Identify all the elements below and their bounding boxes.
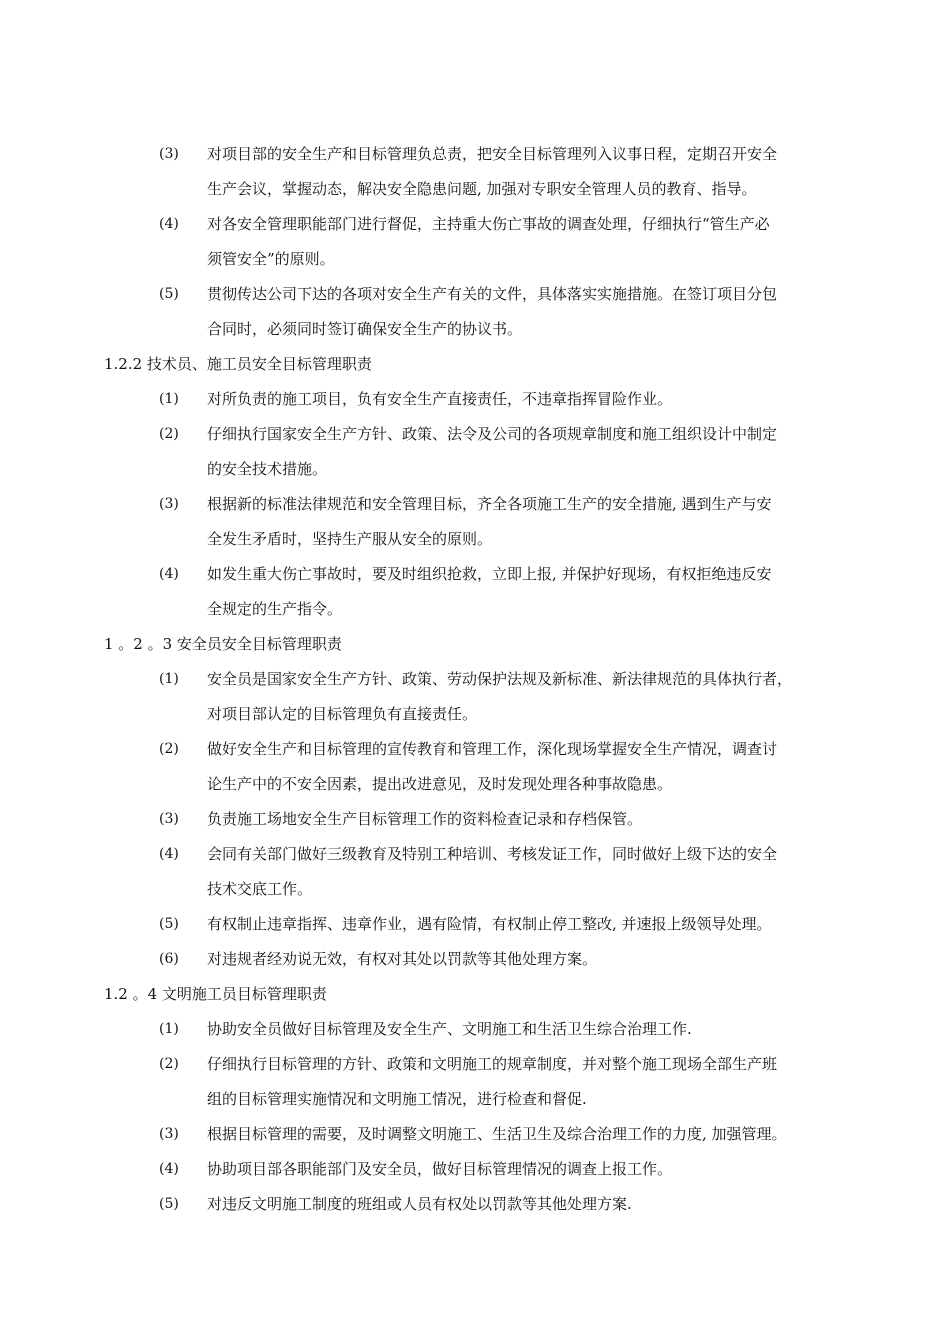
list-item [104, 1012, 864, 1047]
item-text-line: 对项目部的安全生产和目标管理负总责，把安全目标管理列入议事日程，定期召开安全 [207, 145, 778, 163]
item-number: (1) [159, 671, 179, 687]
item-text-line: 对违反文明施工制度的班组或人员有权处以罚款等其他处理方案. [207, 1195, 632, 1213]
item-number: (4) [159, 846, 179, 862]
item-text-line: 对违规者经劝说无效，有权对其处以罚款等其他处理方案。 [207, 950, 598, 968]
item-text-line: 协助项目部各职能部门及安全员，做好目标管理情况的调查上报工作。 [207, 1160, 673, 1178]
item-number: (2) [159, 426, 179, 442]
item-text-line: 仔细执行国家安全生产方针、政策、法令及公司的各项规章制度和施工组织设计中制定 [207, 425, 778, 443]
item-text-line: 的安全技术措施。 [207, 460, 328, 478]
item-text-line: 贯彻传达公司下达的各项对安全生产有关的文件，具体落实实施措施。在签订项目分包 [207, 285, 778, 303]
item-text-line: 做好安全生产和目标管理的宣传教育和管理工作，深化现场掌握安全生产情况，调查讨 [207, 740, 778, 758]
item-text-line: 根据新的标准法律规范和安全管理目标，齐全各项施工生产的安全措施, 遇到生产与安 [207, 495, 772, 513]
item-text-line: 根据目标管理的需要，及时调整文明施工、生活卫生及综合治理工作的力度, 加强管理。 [207, 1125, 787, 1143]
item-text-line: 对所负责的施工项目，负有安全生产直接责任，不违章指挥冒险作业。 [207, 390, 673, 408]
list-item [104, 732, 864, 802]
item-number: (1) [159, 1021, 179, 1037]
section-heading: 1.2.2 技术员、施工员安全目标管理职责 [104, 355, 372, 373]
item-number: (5) [159, 916, 179, 932]
item-text-line: 生产会议，掌握动态，解决安全隐患问题, 加强对专职安全管理人员的教育、指导。 [207, 180, 757, 198]
list-item [104, 942, 864, 977]
list-item [104, 557, 864, 627]
item-text-line: 如发生重大伤亡事故时，要及时组织抢救，立即上报, 并保护好现场，有权拒绝违反安 [207, 565, 772, 583]
item-number: (4) [159, 1161, 179, 1177]
item-text-line: 对各安全管理职能部门进行督促，主持重大伤亡事故的调查处理，仔细执行“管生产必 [207, 215, 770, 233]
item-text-line: 有权制止违章指挥、违章作业，遇有险情，有权制止停工整改, 并速报上级领导处理。 [207, 915, 772, 933]
item-text-line: 对项目部认定的目标管理负有直接责任。 [207, 705, 478, 723]
item-text-line: 合同时，必须同时签订确保安全生产的协议书。 [207, 320, 523, 338]
list-item [104, 837, 864, 907]
list-item [104, 907, 864, 942]
list-item [104, 662, 864, 732]
list-item [104, 207, 864, 277]
list-item [104, 1047, 864, 1117]
list-item [104, 487, 864, 557]
item-number: (3) [159, 1126, 179, 1142]
item-text-line: 会同有关部门做好三级教育及特别工种培训、考核发证工作，同时做好上级下达的安全 [207, 845, 778, 863]
item-text-line: 技术交底工作。 [207, 880, 313, 898]
item-number: (6) [159, 951, 179, 967]
item-number: (4) [159, 216, 179, 232]
document-body [104, 137, 864, 1222]
item-text-line: 安全员是国家安全生产方针、政策、劳动保护法规及新标准、新法律规范的具体执行者， [207, 670, 793, 688]
item-text-line: 仔细执行目标管理的方针、政策和文明施工的规章制度，并对整个施工现场全部生产班 [207, 1055, 778, 1073]
item-text-line: 论生产中的不安全因素，提出改进意见，及时发现处理各种事故隐患。 [207, 775, 673, 793]
list-item [104, 1152, 864, 1187]
list-item [104, 137, 864, 207]
list-item [104, 1117, 864, 1152]
section-heading: 1.2 。4 文明施工员目标管理职责 [104, 985, 327, 1003]
item-text-line: 负责施工场地安全生产目标管理工作的资料检查记录和存档保管。 [207, 810, 643, 828]
list-item [104, 1187, 864, 1222]
section-heading: 1 。2 。3 安全员安全目标管理职责 [104, 635, 342, 653]
item-text-line: 协助安全员做好目标管理及安全生产、文明施工和生活卫生综合治理工作. [207, 1020, 692, 1038]
item-number: (3) [159, 496, 179, 512]
item-text-line: 全发生矛盾时，坚持生产服从安全的原则。 [207, 530, 493, 548]
item-number: (5) [159, 1196, 179, 1212]
item-number: (3) [159, 811, 179, 827]
item-number: (4) [159, 566, 179, 582]
item-text-line: 组的目标管理实施情况和文明施工情况，进行检查和督促. [207, 1090, 587, 1108]
item-number: (1) [159, 391, 179, 407]
list-item [104, 277, 864, 347]
list-item [104, 417, 864, 487]
item-number: (2) [159, 1056, 179, 1072]
list-item [104, 802, 864, 837]
item-text-line: 全规定的生产指令。 [207, 600, 343, 618]
item-number: (5) [159, 286, 179, 302]
item-text-line: 须管安全”的原则。 [207, 250, 335, 268]
item-number: (2) [159, 741, 179, 757]
item-number: (3) [159, 146, 179, 162]
list-item [104, 382, 864, 417]
